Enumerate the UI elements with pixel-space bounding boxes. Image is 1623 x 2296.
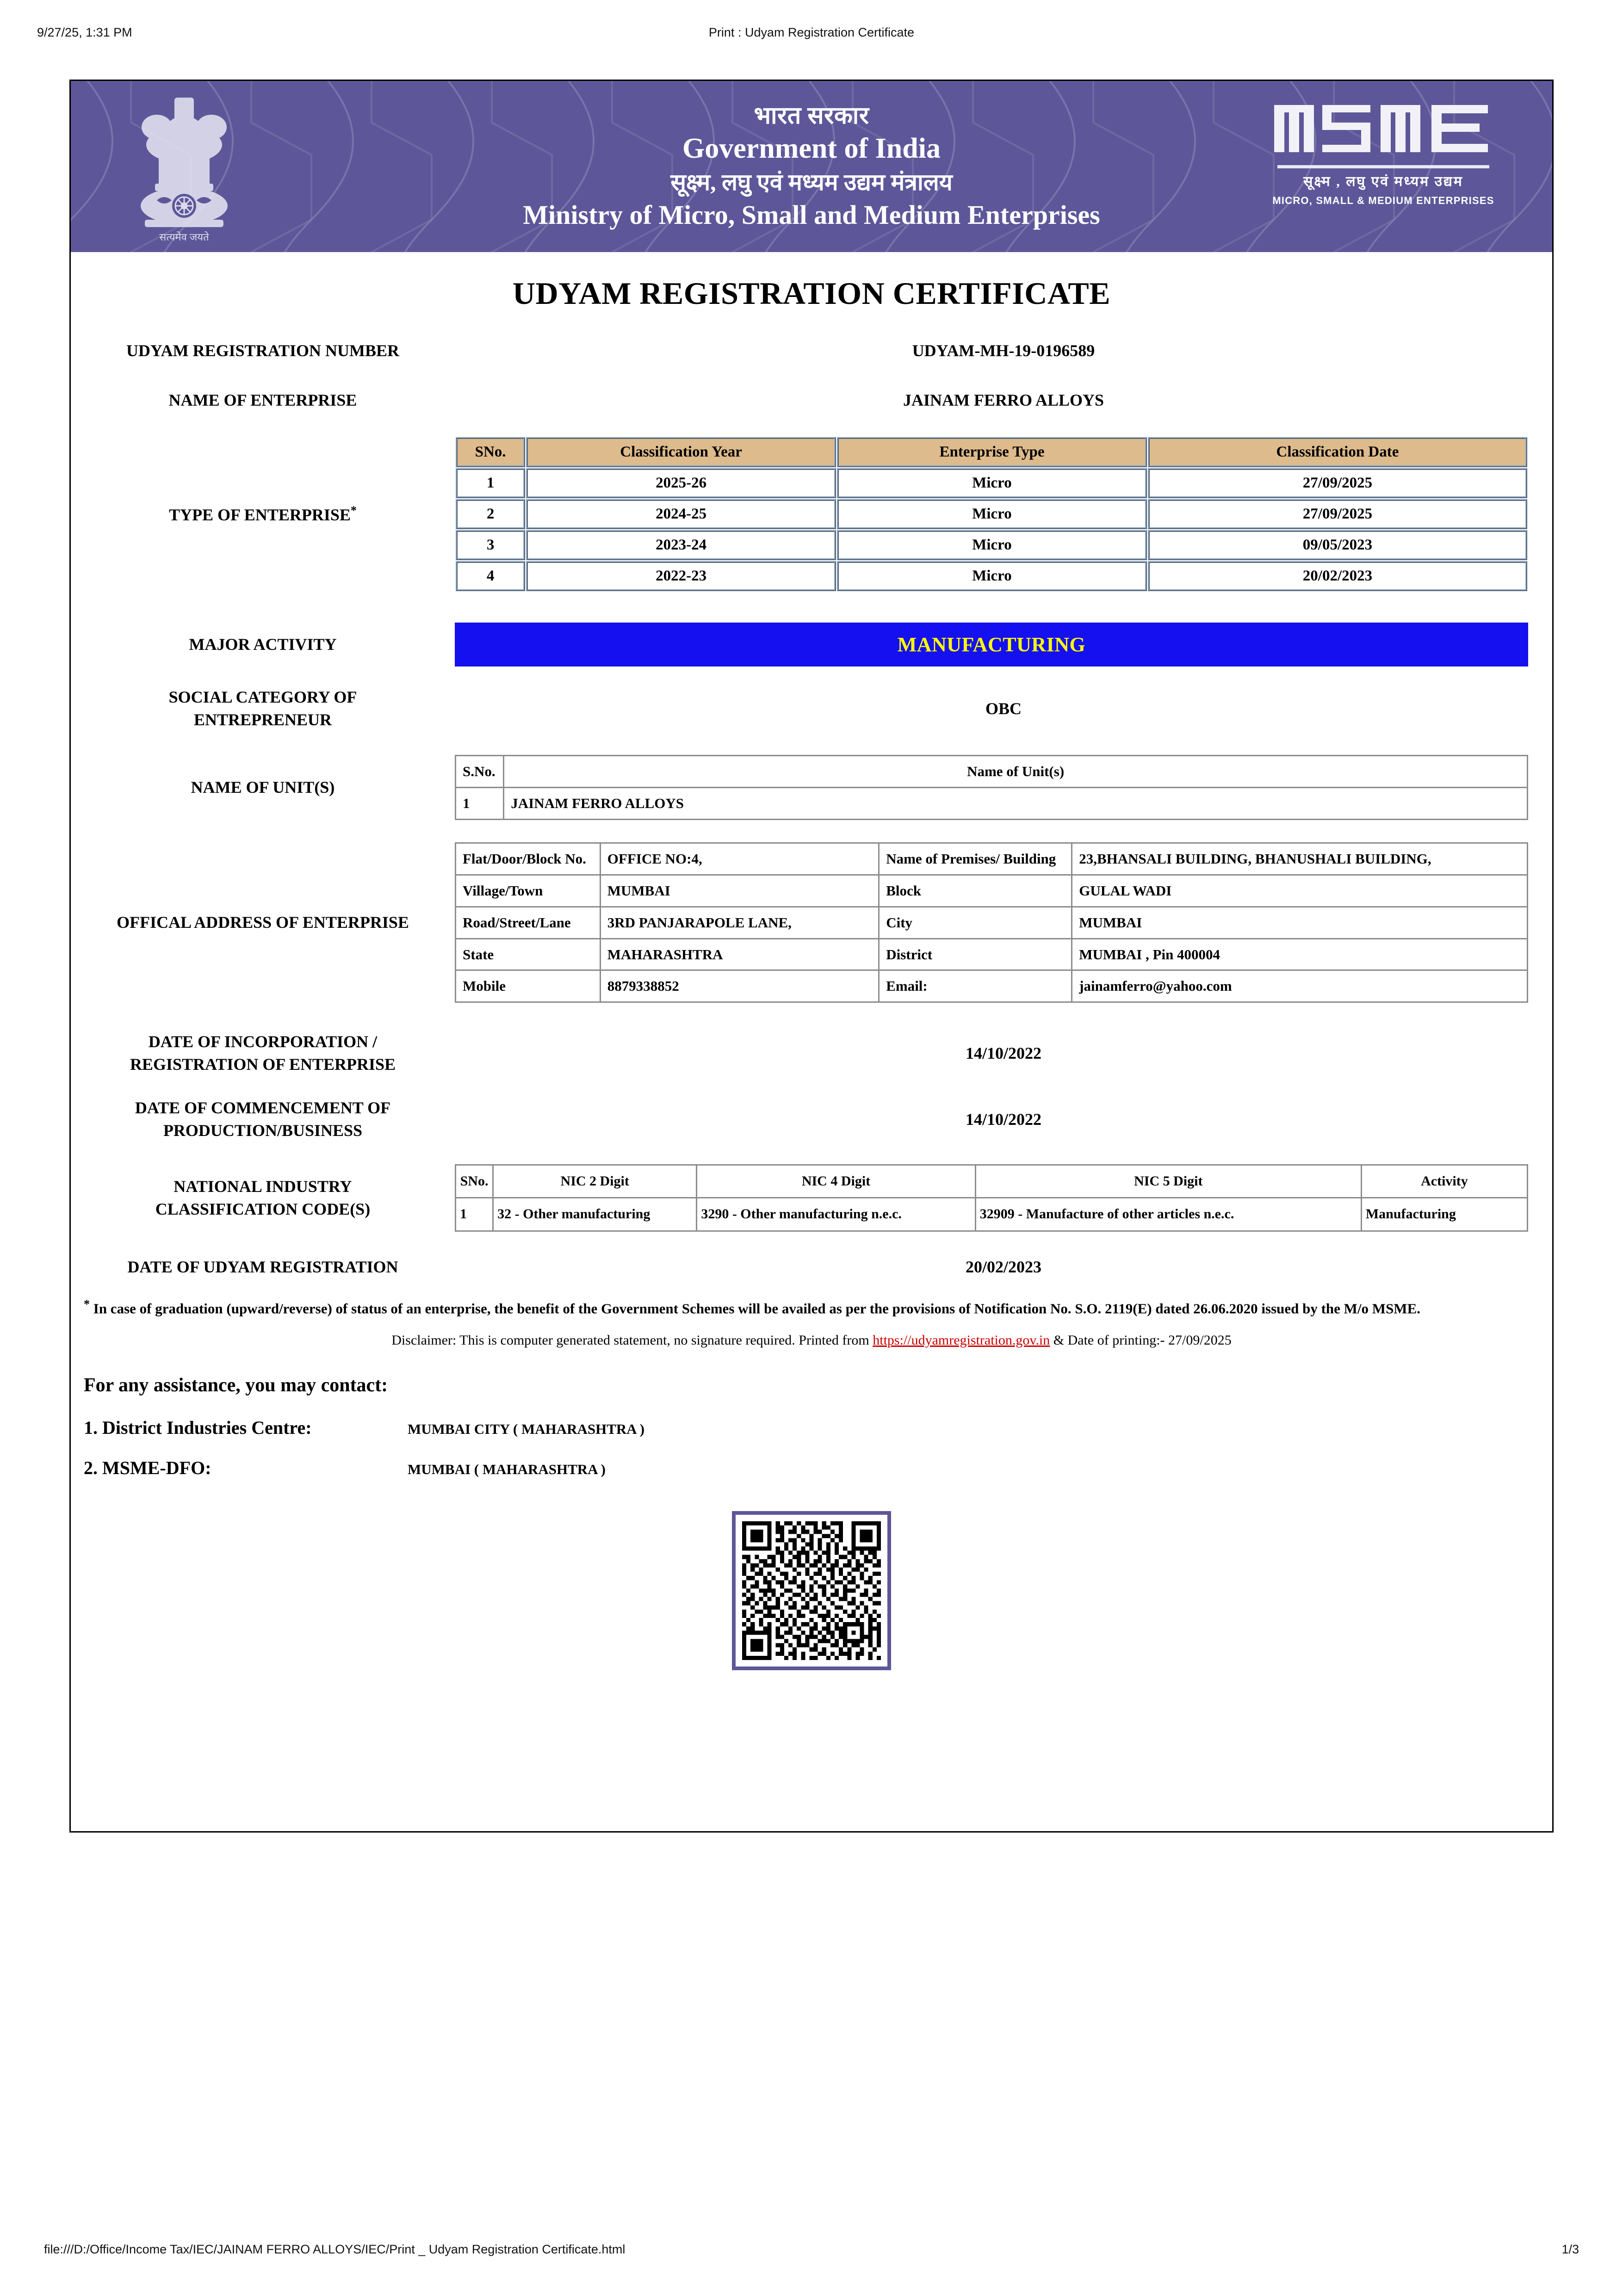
classification-year: 2023-24 bbox=[526, 530, 836, 560]
units-th-name: Name of Unit(s) bbox=[504, 756, 1528, 788]
enterprise-name-label: NAME OF ENTERPRISE bbox=[168, 390, 357, 409]
msme-wordmark-icon bbox=[1272, 99, 1490, 159]
units-table-header-row bbox=[456, 756, 1528, 788]
address-label: OFFICAL ADDRESS OF ENTERPRISE bbox=[117, 913, 409, 932]
classification-year: 2022-23 bbox=[526, 561, 836, 591]
table-row bbox=[456, 499, 1527, 529]
banner-hindi-government: भारत सरकार bbox=[754, 103, 869, 130]
table-row bbox=[456, 907, 1528, 938]
address-table-wrap bbox=[455, 842, 1552, 1003]
banner-english-ministry: Ministry of Micro, Small and Medium Enterprises bbox=[523, 200, 1100, 230]
banner-hindi-ministry: सूक्ष्म, लघु एवं मध्यम उद्यम मंत्रालय bbox=[670, 169, 953, 196]
units-sno: 1 bbox=[456, 788, 504, 820]
units-name: JAINAM FERRO ALLOYS bbox=[504, 788, 1528, 820]
nic-row bbox=[71, 1164, 1552, 1232]
assistance-item-dic bbox=[71, 1417, 1552, 1438]
table-row bbox=[456, 530, 1527, 560]
classification-year: 2024-25 bbox=[526, 499, 836, 529]
udyam-registration-link[interactable]: https://udyamregistration.gov.in bbox=[873, 1332, 1050, 1348]
type-of-enterprise-row bbox=[71, 436, 1552, 592]
address-value-village: MUMBAI bbox=[600, 875, 879, 907]
classification-th-type: Enterprise Type bbox=[837, 437, 1147, 467]
address-key-road: Road/Street/Lane bbox=[456, 907, 601, 938]
social-category-label bbox=[71, 686, 455, 731]
footnote-text: In case of graduation (upward/reverse) of status of an enterprise, the benefit of the Government Schemes will be availed as per the provisions of Notification No. S.O. 2119(E) dated 26.06.2020 issued by the M/o MSME. bbox=[93, 1300, 1420, 1317]
ministry-banner bbox=[71, 81, 1552, 252]
units-th-sno: S.No. bbox=[456, 756, 504, 788]
nic-activity: Manufacturing bbox=[1361, 1198, 1527, 1231]
incorporation-date-row bbox=[71, 1031, 1552, 1075]
registration-number-value: UDYAM-MH-19-0196589 bbox=[912, 341, 1095, 360]
disclaimer-text-before: Disclaimer: This is computer generated statement, no signature required. Printed from bbox=[391, 1332, 873, 1348]
address-key-district: District bbox=[879, 938, 1072, 970]
units-row bbox=[71, 755, 1552, 820]
incorporation-date-value: 14/10/2022 bbox=[965, 1043, 1041, 1062]
footnote-marker: * bbox=[84, 1297, 90, 1311]
address-value-road: 3RD PANJARAPOLE LANE, bbox=[600, 907, 879, 938]
graduation-footnote bbox=[71, 1296, 1552, 1319]
assistance-value-dfo: MUMBAI ( MAHARASHTRA ) bbox=[408, 1461, 606, 1477]
address-value-mobile: 8879338852 bbox=[600, 970, 879, 1002]
social-category-label-line2: ENTREPRENEUR bbox=[193, 710, 332, 729]
commencement-label-line2: PRODUCTION/BUSINESS bbox=[163, 1121, 363, 1140]
print-datetime: 9/27/25, 1:31 PM bbox=[37, 25, 132, 39]
enterprise-name-row bbox=[71, 389, 1552, 412]
classification-type: Micro bbox=[837, 499, 1147, 529]
table-row bbox=[456, 875, 1528, 907]
commencement-date-label bbox=[71, 1097, 455, 1142]
incorporation-date-label bbox=[71, 1031, 455, 1075]
major-activity-row bbox=[71, 623, 1552, 667]
browser-print-header bbox=[0, 25, 1623, 44]
print-page-number: 1/3 bbox=[1561, 2242, 1579, 2256]
table-row bbox=[456, 788, 1528, 820]
address-value-city: MUMBAI bbox=[1072, 907, 1528, 938]
msme-logo-english: MICRO, SMALL & MEDIUM ENTERPRISES bbox=[1272, 195, 1494, 206]
nic-th-5digit: NIC 5 Digit bbox=[975, 1165, 1361, 1198]
social-category-label-line1: SOCIAL CATEGORY OF bbox=[168, 688, 357, 707]
address-key-state: State bbox=[456, 938, 601, 970]
classification-type: Micro bbox=[837, 468, 1147, 498]
major-activity-label: MAJOR ACTIVITY bbox=[189, 635, 337, 654]
nic-sno: 1 bbox=[456, 1198, 493, 1231]
disclaimer-text-after: & Date of printing:- 27/09/2025 bbox=[1050, 1332, 1232, 1348]
table-row bbox=[456, 843, 1528, 875]
classification-th-date: Classification Date bbox=[1148, 437, 1527, 467]
address-key-premises: Name of Premises/ Building bbox=[879, 843, 1072, 875]
classification-th-sno: SNo. bbox=[456, 437, 525, 467]
commencement-label-line1: DATE OF COMMENCEMENT OF bbox=[135, 1099, 391, 1117]
address-table bbox=[455, 842, 1528, 1003]
classification-sno: 4 bbox=[456, 561, 525, 591]
address-key-flat: Flat/Door/Block No. bbox=[456, 843, 601, 875]
classification-table-wrap bbox=[455, 436, 1552, 592]
assistance-label-dic: 1. District Industries Centre: bbox=[84, 1417, 312, 1438]
qr-code-frame bbox=[732, 1511, 891, 1670]
print-title: Print : Udyam Registration Certificate bbox=[708, 25, 915, 39]
disclaimer bbox=[71, 1333, 1552, 1348]
table-row bbox=[456, 468, 1527, 498]
print-file-path: file:///D:/Office/Income Tax/IEC/JAINAM FERRO ALLOYS/IEC/Print _ Udyam Registration Certificate.html bbox=[44, 2242, 626, 2256]
msme-logo-hindi: सूक्ष्म , लघु एवं मध्यम उद्यम bbox=[1303, 174, 1463, 189]
address-key-block: Block bbox=[879, 875, 1072, 907]
certificate-sheet bbox=[69, 80, 1554, 1833]
classification-th-year: Classification Year bbox=[526, 437, 836, 467]
browser-print-footer bbox=[0, 2242, 1623, 2261]
units-table bbox=[455, 755, 1528, 820]
nic-label-line1: NATIONAL INDUSTRY bbox=[173, 1177, 352, 1196]
nic-4digit: 3290 - Other manufacturing n.e.c. bbox=[697, 1198, 975, 1231]
address-value-premises: 23,BHANSALI BUILDING, BHANUSHALI BUILDING, bbox=[1072, 843, 1528, 875]
msme-logo bbox=[1272, 99, 1494, 207]
classification-sno: 1 bbox=[456, 468, 525, 498]
nic-th-activity: Activity bbox=[1361, 1165, 1527, 1198]
commencement-date-value: 14/10/2022 bbox=[965, 1110, 1041, 1129]
nic-table-header-row bbox=[456, 1165, 1528, 1198]
udyam-qr-code-icon[interactable] bbox=[742, 1521, 881, 1660]
enterprise-name-value: JAINAM FERRO ALLOYS bbox=[903, 390, 1104, 409]
address-key-city: City bbox=[879, 907, 1072, 938]
udyam-registration-date-label: DATE OF UDYAM REGISTRATION bbox=[127, 1257, 398, 1276]
address-key-village: Village/Town bbox=[456, 875, 601, 907]
incorporation-label-line1: DATE OF INCORPORATION / bbox=[148, 1032, 378, 1051]
nic-th-2digit: NIC 2 Digit bbox=[493, 1165, 697, 1198]
classification-year: 2025-26 bbox=[526, 468, 836, 498]
page-title: UDYAM REGISTRATION CERTIFICATE bbox=[512, 276, 1111, 311]
social-category-value: OBC bbox=[985, 699, 1022, 718]
registration-number-label: UDYAM REGISTRATION NUMBER bbox=[126, 341, 400, 360]
table-row bbox=[456, 1198, 1528, 1231]
registration-number-row bbox=[71, 339, 1552, 362]
address-key-mobile: Mobile bbox=[456, 970, 601, 1002]
type-of-enterprise-footnote-marker: * bbox=[350, 503, 357, 517]
units-table-wrap bbox=[455, 755, 1552, 820]
classification-date: 09/05/2023 bbox=[1148, 530, 1527, 560]
nic-2digit: 32 - Other manufacturing bbox=[493, 1198, 697, 1231]
nic-th-4digit: NIC 4 Digit bbox=[697, 1165, 975, 1198]
nic-label-line2: CLASSIFICATION CODE(S) bbox=[155, 1199, 371, 1218]
udyam-registration-date-row bbox=[71, 1256, 1552, 1278]
commencement-date-row bbox=[71, 1097, 1552, 1142]
classification-table-header-row bbox=[456, 437, 1527, 467]
nic-table bbox=[455, 1164, 1528, 1232]
table-row bbox=[456, 938, 1528, 970]
classification-sno: 3 bbox=[456, 530, 525, 560]
nic-table-wrap bbox=[455, 1164, 1552, 1232]
msme-logo-divider bbox=[1277, 165, 1489, 168]
assistance-label-dfo: 2. MSME-DFO: bbox=[84, 1457, 211, 1478]
address-value-district: MUMBAI , Pin 400004 bbox=[1072, 938, 1528, 970]
type-of-enterprise-label bbox=[71, 502, 455, 526]
banner-english-government: Government of India bbox=[682, 132, 941, 164]
major-activity-banner: MANUFACTURING bbox=[455, 623, 1528, 667]
classification-type: Micro bbox=[837, 530, 1147, 560]
classification-sno: 2 bbox=[456, 499, 525, 529]
table-row bbox=[456, 970, 1528, 1002]
classification-date: 20/02/2023 bbox=[1148, 561, 1527, 591]
address-value-flat: OFFICE NO:4, bbox=[600, 843, 879, 875]
units-label: NAME OF UNIT(S) bbox=[191, 778, 335, 797]
incorporation-label-line2: REGISTRATION OF ENTERPRISE bbox=[130, 1055, 396, 1074]
assistance-value-dic: MUMBAI CITY ( MAHARASHTRA ) bbox=[408, 1420, 645, 1437]
major-activity-wrap bbox=[455, 623, 1552, 667]
type-of-enterprise-label-text: TYPE OF ENTERPRISE bbox=[169, 505, 351, 524]
classification-type: Micro bbox=[837, 561, 1147, 591]
assistance-item-dfo bbox=[71, 1457, 1552, 1479]
udyam-registration-date-value: 20/02/2023 bbox=[965, 1257, 1041, 1276]
emblem-motto-text: सत्यमेव जयते bbox=[159, 231, 209, 243]
classification-date: 27/09/2025 bbox=[1148, 468, 1527, 498]
social-category-row bbox=[71, 686, 1552, 731]
nic-5digit: 32909 - Manufacture of other articles n.e.c. bbox=[975, 1198, 1361, 1231]
address-row bbox=[71, 842, 1552, 1003]
nic-label bbox=[71, 1175, 455, 1220]
qr-code-wrap bbox=[71, 1511, 1552, 1670]
classification-date: 27/09/2025 bbox=[1148, 499, 1527, 529]
classification-table bbox=[455, 436, 1528, 592]
address-value-block: GULAL WADI bbox=[1072, 875, 1528, 907]
address-value-email: jainamferro@yahoo.com bbox=[1072, 970, 1528, 1002]
table-row bbox=[456, 561, 1527, 591]
address-key-email: Email: bbox=[879, 970, 1072, 1002]
nic-th-sno: SNo. bbox=[456, 1165, 493, 1198]
assistance-heading: For any assistance, you may contact: bbox=[84, 1374, 388, 1396]
address-value-state: MAHARASHTRA bbox=[600, 938, 879, 970]
